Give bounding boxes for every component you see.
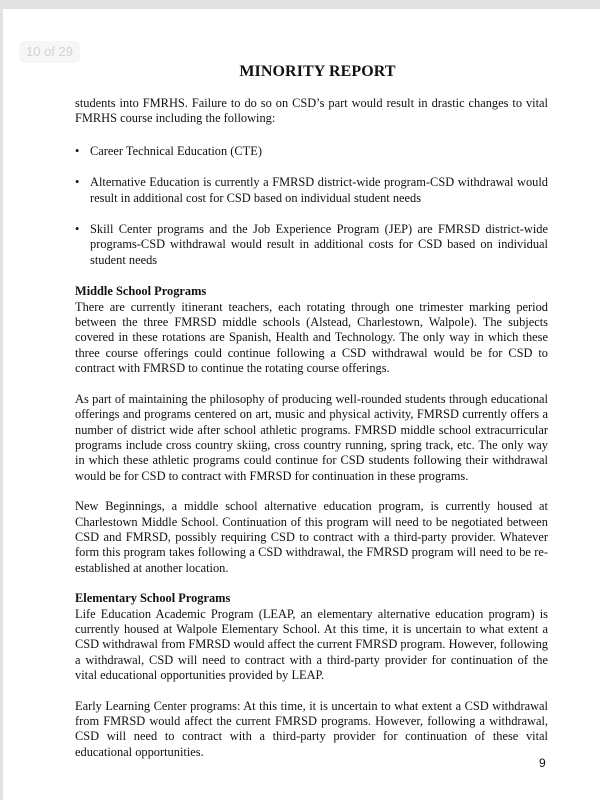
bullet-list (75, 144, 548, 268)
page-indicator: 10 of 29 (19, 41, 80, 63)
intro-paragraph: students into FMRHS. Failure to do so on CSD’s part would result in drastic changes to vital FMRHS course including the following: (75, 96, 548, 126)
bullet-text: Career Technical Education (CTE) (90, 143, 262, 158)
bullet-text: Alternative Education is currently a FMRSD district-wide program-CSD withdrawal would result in additional cost for CSD based on individual student needs (90, 175, 548, 205)
bullet-item (75, 144, 548, 159)
page-number: 9 (539, 756, 546, 770)
bullet-text: Skill Center programs and the Job Experience Program (JEP) are FMRSD district-wide programs-CSD withdrawal would result in additional costs for CSD based on individual student needs (90, 222, 548, 267)
page-title: MINORITY REPORT (239, 63, 396, 80)
section-heading: Middle School Programs (75, 284, 207, 299)
paragraph: As part of maintaining the philosophy of producing well-rounded students through educational offerings and programs centered on art, music and physical activity, FMRSD currently offers a number of district wide after school athletic programs. FMRSD middle school extracurricular programs include cross country skiing, cross country running, spring track, etc. The only way in which these athletic programs could continue for CSD students following their withdrawal would be for CSD to contract with FMRSD for continuation in these programs. (75, 391, 548, 483)
bullet-item (75, 222, 548, 268)
elementary-school-section (75, 591, 548, 760)
middle-school-section (75, 284, 548, 576)
paragraph: Early Learning Center programs: At this time, it is uncertain to what extent a CSD withdrawal from FMRSD would affect the current FMRSD programs. However, following a withdrawal, CSD will need to contract with a third-party provider for continuation of these vital educational opportunities. (75, 698, 548, 759)
bullet-icon: • (75, 175, 80, 190)
section-heading: Elementary School Programs (75, 591, 231, 606)
paragraph: New Beginnings, a middle school alternative education program, is currently housed at Charlestown Middle School. Continuation of this program will need to be negotiated between CSD and FMRSD, possibly requiring CSD to contract with a third-party provider. Whatever form this program takes following a CSD withdrawal, the FMRSD program will need to be re-established at another location. (75, 499, 548, 575)
paragraph: Life Education Academic Program (LEAP, an elementary alternative education program) is currently housed at Walpole Elementary School. At this time, it is uncertain to what extent a CSD withdrawal from FMRSD would affect the current FMRSD program. However, following a withdrawal, CSD will need to contract with a third-party provider for continuation of the vital educational opportunities provided by LEAP. (75, 606, 548, 683)
page-content (75, 53, 548, 775)
paragraph: There are currently itinerant teachers, each rotating through one trimester marking period between the three FMRSD middle schools (Alstead, Charlestown, Walpole). The subjects covered in these rotations are Spanish, Health and Technology. The only way in which these three course offerings could continue following a CSD withdrawal would be for CSD to contract with FMRSD to continue the rotating course offerings. (75, 299, 548, 376)
bullet-icon: • (75, 143, 80, 158)
bullet-icon: • (75, 222, 80, 237)
document-page[interactable] (3, 9, 600, 800)
bullet-item (75, 175, 548, 206)
